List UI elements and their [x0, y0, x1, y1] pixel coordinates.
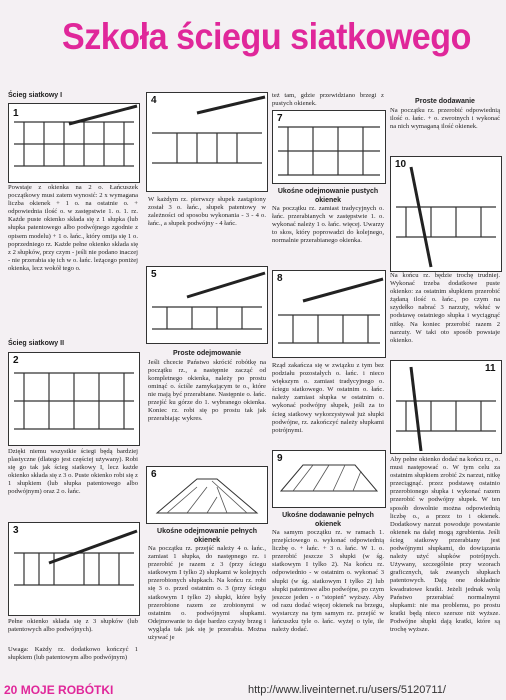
- source-url: http://www.liveinternet.ru/users/5120711/: [248, 684, 446, 696]
- ukosne-pelnych: [148, 528, 266, 642]
- figure-8-number: 8: [277, 273, 283, 284]
- heading-proste-odejmowanie: Proste odejmowanie: [172, 350, 242, 357]
- heading-ukosne-pustych: Ukośne odejmowanie pustych okienek: [277, 188, 379, 204]
- page-number: 20: [4, 683, 18, 697]
- mesh-illustration-7: [273, 111, 385, 183]
- column-1: [8, 92, 136, 101]
- chart-illustration-9: [273, 451, 385, 507]
- figure-4-swatch: [146, 92, 268, 192]
- heading-siatkowy-1: Ścieg siatkowy I: [8, 92, 63, 99]
- mesh-illustration-8: [273, 271, 385, 357]
- figure-4-caption: W każdym rz. pierwszy słupek zastąpiony został 3 o. łańc., słupek patentowy w zależności od sposobu wykonania - 3 - 4 o. łańc., a słupek podwójny - 4 łańc.: [148, 196, 266, 228]
- figure-3-swatch: [8, 522, 140, 616]
- figure-3-number: 3: [13, 525, 19, 536]
- figure-3-note: Uwaga: Każdy rz. dodatkowo kończyć 1 słupkiem (lub patentowym albo podwójnym): [8, 646, 138, 662]
- heading-siatkowy-2-wrap: [8, 340, 136, 349]
- figure-6-swatch: [146, 466, 268, 524]
- mesh-illustration-2: [9, 353, 139, 445]
- heading-proste-dodawanie: Proste dodawanie: [415, 98, 475, 105]
- mesh-illustration-3: [9, 523, 139, 615]
- figure-7-number: 7: [277, 113, 283, 124]
- text-siatkowy-1: Powstaje z okienka na 2 o. Łańcuszek początkowy musi zatem wynosić: 2 x wymagana liczba okienek + 1 o. na ostatnie o. + odpowiednia ilość o. w zastępstwie 1. o. 1. rz. Każde puste okienko składa się z 1 słupka (lub słupka patentowego albo podwójnego zgodnie z opisem modelu) + 1 o. łańc., który omija się 1 o. poprzedniego rz. Każde pełne okienko składa się z 2 słupków, przy czym - jeśli nie podano inaczej - nie przerabia się ich w o. łańc. leżącego poniżej okienka, lecz wokół tego o.: [8, 184, 138, 272]
- figure-9-number: 9: [277, 453, 283, 464]
- footer-page: [4, 683, 113, 697]
- text-proste-odejmowanie: Jeśli chcecie Państwo skrócić robótkę na początku rz., a następnie zacząć od kompletnego okienka, należy po prostu ominąć o. ściśle zamykającym te o., które nie mają być przerabiane. Następnie o. łańc. przejść ku górze do 1. wybranego okienka. Koniec rz. robi się po prostu tak jak przerabiając wykres.: [148, 358, 266, 423]
- figure-7-swatch: [272, 110, 386, 184]
- text-siatkowy-2: Dzięki niemu wszystkie ściegi będą bardziej plastyczne (dlatego jest częściej używany). Robi się go tak jak ścieg siatkowy I, lecz każde okienko składa się z 3 o. Puste okienko robi się z 1 słupkiem (lub słupka patentowego albo podwójnym) oraz 2 o. łańc.: [8, 448, 138, 496]
- mesh-illustration-1: [9, 104, 139, 182]
- figure-11-swatch: [390, 360, 502, 454]
- text-ukosne-pelnych: Na początku rz. przejść należy 4 o. łańc., zamiast 1 słupka, do następnego rz. i przerobić je razem z 3 (przy ściegu siatkowym I tylko 2) słupkami w kolejnych przerobionych słupkach. Na końcu rz. robi się 3 o. przed ostatnim o. 3 (przy ściegu siatkowym I tylko 2) słupki, które były przerobione razem ze zrobionymi w ostatnim o. podwójnymi słupkami. Odejmowanie to daje bardzo czysty brzeg i wygląda tak jak się je przerabia. Można używać je: [148, 545, 266, 642]
- heading-ukosne-dodawanie: Ukośne dodawanie pełnych okienek: [282, 512, 374, 528]
- page-title: Szkoła ściegu siatkowego: [62, 16, 471, 57]
- figure-2-swatch: [8, 352, 140, 446]
- figure-3-caption: Pełne okienko składa się z 3 słupków (lub patentowych albo podwójnych).: [8, 618, 138, 634]
- figure-10-swatch: [390, 156, 502, 272]
- proste-odejmowanie: [148, 350, 266, 423]
- figure-4-number: 4: [151, 95, 157, 106]
- figure-5-number: 5: [151, 269, 157, 280]
- figure-5-swatch: [146, 266, 268, 344]
- proste-dodawanie: [390, 98, 500, 131]
- mesh-illustration-5: [147, 267, 267, 343]
- ukosne-pustych: [272, 188, 384, 245]
- text-ukosne-dodawanie: Na samym początku rz. w ramach 1. przejściowego o. wykonać odpowiednią liczbę o. + łańc. + 3 o. łańc. W 1. o. przerobić jeszcze 3 słupki (w śg. siatkowym I tylko 2). Na końcu rz. odpowiednio - w ostatnim o. wykonać 3 słupki (w śg. siatkowym I tylko 2) lub słupki patentowe albo podwójne, po czym jeszcze jeden - o "stopień" wyższy. Aby od razu dodać więcej okienek na brzegu, wystarczy na tym samym rz. przejść w łańcuszku tyle o. łańc. wyżej o tyle, ile należy dodać.: [272, 529, 384, 634]
- figure-1-number: 1: [13, 108, 19, 119]
- figure-11-number: 11: [485, 363, 496, 374]
- figure-9-swatch: [272, 450, 386, 508]
- heading-ukosne-pelnych: Ukośne odejmowanie pełnych okienek: [157, 528, 257, 544]
- text-top-mid: też tam, gdzie przewidziano brzegi z pustych okienek.: [272, 92, 384, 108]
- ukosne-dodawanie: [272, 512, 384, 634]
- chart-illustration-6: [147, 467, 267, 523]
- figure-10-caption: Na końcu rz. będzie trochę trudniej. Wykonać trzeba dodatkowe puste okienko: za ostatnim słupkiem przerobić żądaną ilość o. łańc., po czym na szydełko nabrać 3 narzuty, wkłuć w podstawę ostatniego słupka i wyciągnąć nitkę. Na koniec przerobić razem 2 narzuty. W taki oto sposób powstaje okienko.: [390, 272, 500, 344]
- figure-8-caption: Rząd zakańcza się w związku z tym bez podziału pozostałych o. łańc. i nieco większym o. zamiast tradycyjnego o. ściegu siatkowego. W ostatnim o. łańc. należy zamiast słupka w ostatnim o. wykonać podwójny słupek, jeśli za to ścieg siatkowy wykorzystywał już słupki podwójne, rz. zakończyć należy słupkami potrójnymi.: [272, 362, 384, 434]
- figure-8-swatch: [272, 270, 386, 358]
- figure-1-swatch: [8, 103, 140, 183]
- mesh-illustration-10: [391, 157, 501, 271]
- figure-10-number: 10: [395, 159, 407, 170]
- mesh-illustration-11: [391, 361, 501, 453]
- mesh-illustration-4: [147, 93, 267, 191]
- figure-2-number: 2: [13, 355, 19, 366]
- magazine-name: MOJE ROBÓTKI: [20, 683, 114, 697]
- figure-11-caption: Aby pełne okienko dodać na końcu rz., o. musi następować o. W tym celu za ostatnim słupkiem zrobić 2x narzut, nitkę przeciągnąć. przez podstawę ostatnio przerobionego słupka i wykonać razem przerobić w podwójny słupek. W ten sposób dowolnie można odpowiednią liczbę o., a przez to i okienek. Dodatkowy narzut powoduje powstanie okienek na dalej mogą zgrubienia. Jeśli ścieg siatkowy przerabiany jest podwójnymi słupkami, do dowiązania należy użyć słupków potrójnych. Używany, szczególnie przy wzorach graficznych, tak zwanych słupkach patentowych. Dają one dokładnie kwadratowe kratki. Jeżeli jednak wolą Państwo przerabiać normalnymi słupkami: nie ma problemu, po prostu kratki będą nieco szersze niż wyższe. Podwójne słupki dają kratki, które są trochę wyższe.: [390, 456, 500, 633]
- figure-6-number: 6: [151, 469, 157, 480]
- heading-siatkowy-2: Ścieg siatkowy II: [8, 340, 65, 347]
- text-ukosne-pustych: Na początku rz. zamiast tradycyjnych o. łańc. przerabianych w zastępstwie 1. o. wykonać należy 1 o. łańc. więcej. Uwarzy to skos, który poprowadzi do kolejnego, normalnie przerabianego okienka.: [272, 205, 384, 245]
- text-proste-dodawanie: Na początku rz. przerobić odpowiednią ilość o. łańc. + o. zwrotnych i wykonać na nich wymaganą ilość okienek.: [390, 106, 500, 130]
